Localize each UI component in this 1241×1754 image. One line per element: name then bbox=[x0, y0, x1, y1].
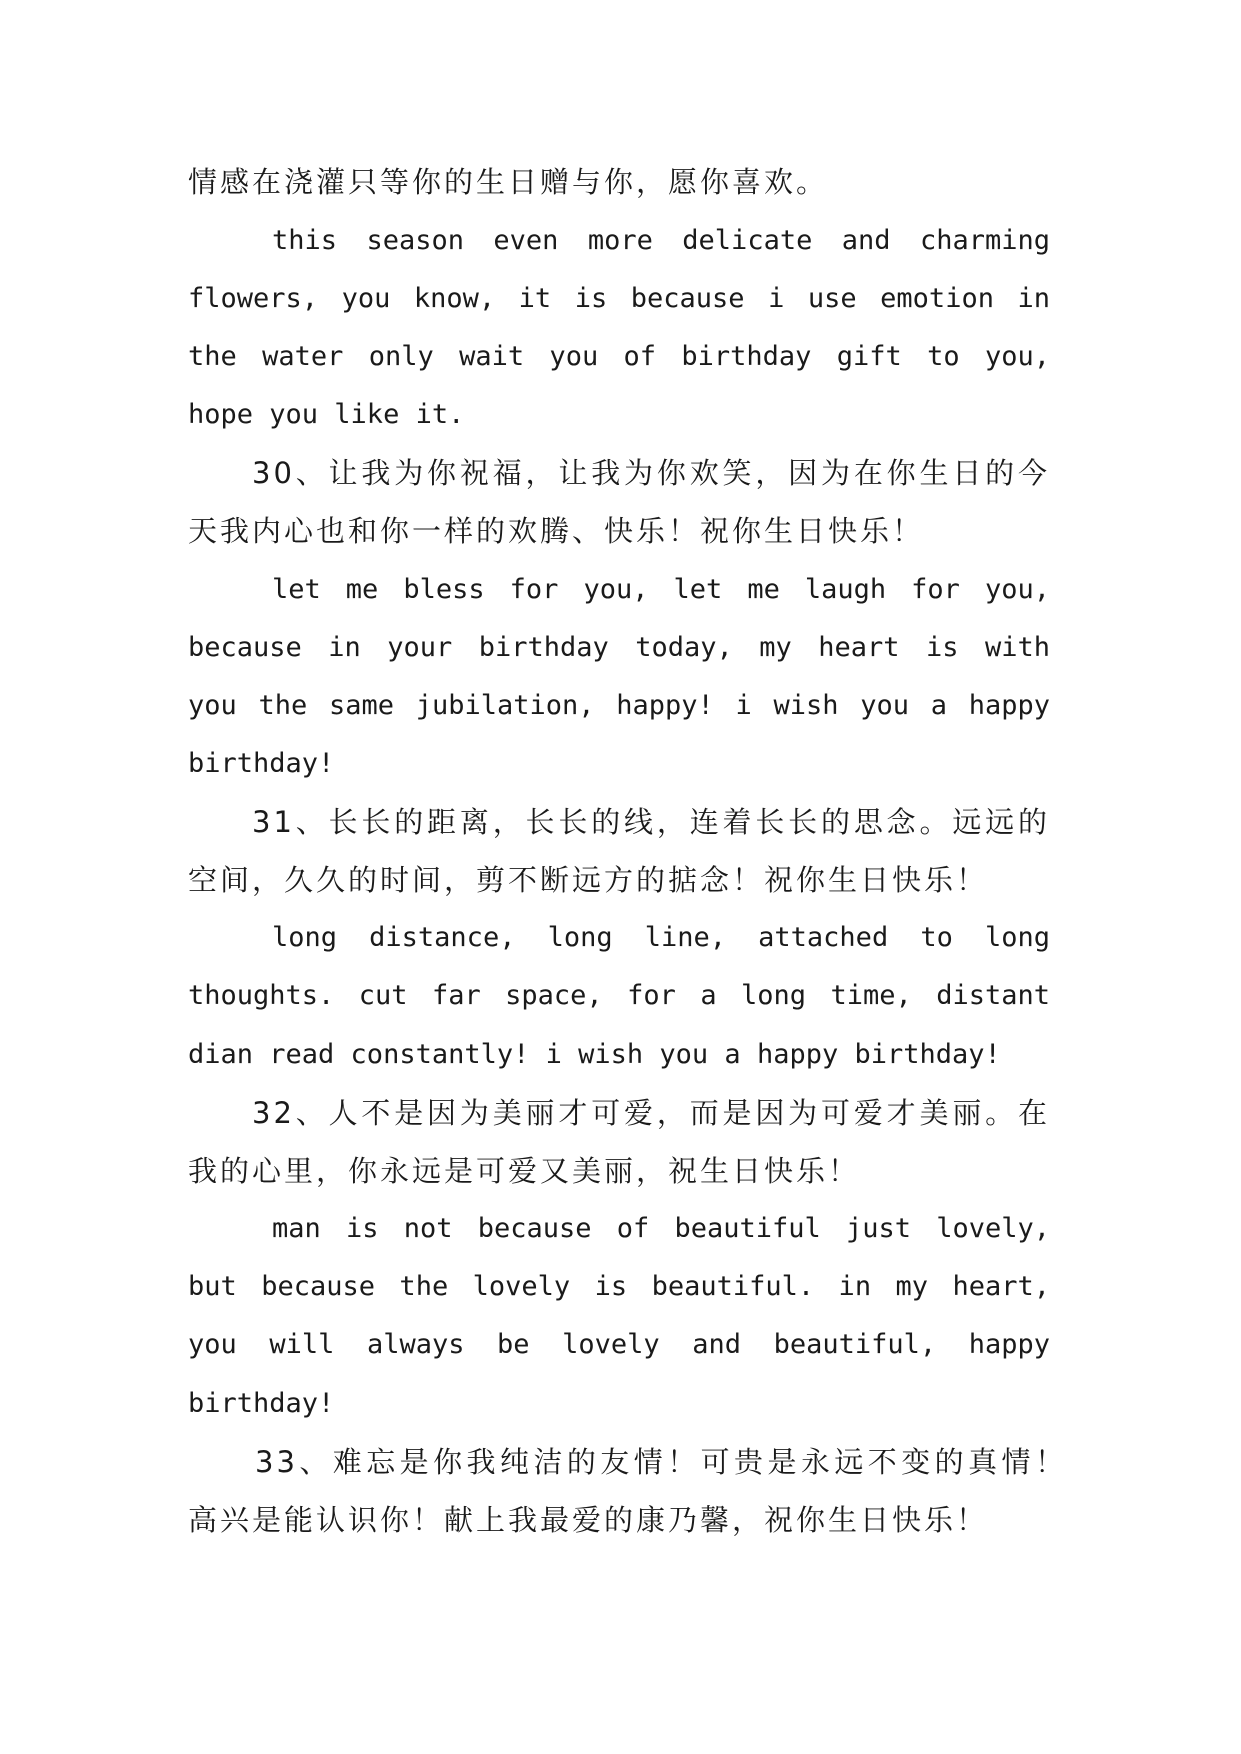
text-line: 情感在浇灌只等你的生日赠与你，愿你喜欢。 bbox=[188, 165, 829, 199]
text-line: hope you like it. bbox=[188, 399, 465, 430]
text-line: birthday! bbox=[188, 1388, 335, 1419]
text-line: 我的心里，你永远是可爱又美丽，祝生日快乐！ bbox=[188, 1154, 861, 1188]
text-line: 33、难忘是你我纯洁的友情！可贵是永远不变的真情！ bbox=[255, 1445, 1067, 1479]
text-line: you will always be lovely and beautiful, happy bbox=[188, 1329, 1050, 1360]
text-line: let me bless for you, let me laugh for you, bbox=[272, 574, 1050, 605]
text-line: man is not because of beautiful just lovely, bbox=[272, 1213, 1050, 1244]
text-line: you the same jubilation, happy! i wish you a happy bbox=[188, 690, 1050, 721]
text-line: dian read constantly! i wish you a happy birthday! bbox=[188, 1039, 1001, 1070]
text-line: 31、长长的距离，长长的线，连着长长的思念。远远的 bbox=[252, 805, 1050, 839]
text-line: 空间，久久的时间，剪不断远方的掂念！祝你生日快乐！ bbox=[188, 863, 989, 897]
text-line: flowers, you know, it is because i use emotion in bbox=[188, 283, 1050, 314]
text-line: this season even more delicate and charming bbox=[272, 225, 1050, 256]
text-line: thoughts. cut far space, for a long time, distant bbox=[188, 980, 1050, 1011]
text-line: birthday! bbox=[188, 748, 335, 779]
text-line: the water only wait you of birthday gift to you, bbox=[188, 341, 1050, 372]
text-line: but because the lovely is beautiful. in my heart, bbox=[188, 1271, 1050, 1302]
text-line: long distance, long line, attached to long bbox=[272, 922, 1050, 953]
text-line: 高兴是能认识你！献上我最爱的康乃馨，祝你生日快乐！ bbox=[188, 1503, 989, 1537]
text-line: 30、让我为你祝福，让我为你欢笑，因为在你生日的今 bbox=[252, 456, 1050, 490]
text-line: because in your birthday today, my heart is with bbox=[188, 632, 1050, 663]
text-line: 天我内心也和你一样的欢腾、快乐！祝你生日快乐！ bbox=[188, 514, 925, 548]
text-line: 32、人不是因为美丽才可爱，而是因为可爱才美丽。在 bbox=[252, 1096, 1050, 1130]
